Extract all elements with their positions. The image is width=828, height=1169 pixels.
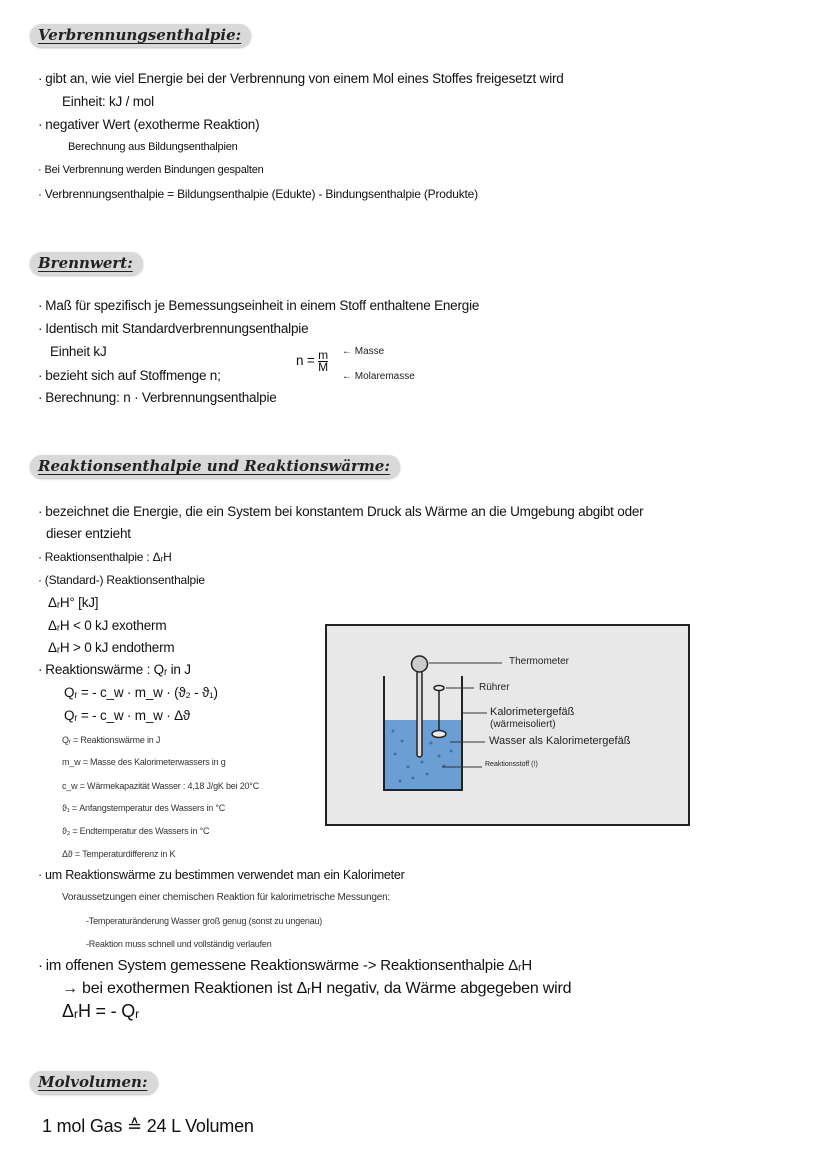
note-line: Qᵣ = Reaktionswärme in J [62,735,161,745]
note-line: · (Standard-) Reaktionsenthalpie [38,573,205,587]
note-line: c_w = Wärmekapazität Wasser : 4,18 J/gK bei 20°C [62,781,260,791]
note-line: dieser entzieht [46,526,131,541]
formula-numerator: m [318,348,328,362]
note-line: Voraussetzungen einer chemischen Reaktion für kalorimetrische Messungen: [62,892,391,903]
note-line: · gibt an, wie viel Energie bei der Verbrennung von einem Mol eines Stoffes freigesetzt wird [38,71,564,86]
water-label: Wasser als Kalorimetergefäß [489,735,631,747]
molar-mass-formula [296,350,328,373]
note-line: Δϑ = Temperaturdifferenz in K [62,849,176,859]
vessel-label: Kalorimetergefäß [490,706,575,718]
substance-label: Reaktionsstoff (!) [485,761,538,768]
thermometer-bulb [412,656,428,672]
thermometer-stem [417,671,422,757]
note-line: · Identisch mit Standardverbrennungsenthalpie [38,321,308,336]
molar-mass-note: ← Molaremasse [342,371,415,382]
note-line: · um Reaktionswärme zu bestimmen verwendet man ein Kalorimeter [38,868,405,882]
note-line: → bei exothermen Reaktionen ist ΔᵣH negativ, da Wärme abgegeben wird [62,980,572,997]
note-line: · bezeichnet die Energie, die ein System bei konstantem Druck als Wärme an die Umgebung abgibt oder [38,504,643,519]
formula-lhs: n = [296,353,315,369]
note-line: Einheit kJ [50,344,107,359]
note-line: · Reaktionswärme : Qᵣ in J [38,662,191,677]
note-line: · Maß für spezifisch je Bemessungseinheit in einem Stoff enthaltene Energie [38,298,479,313]
note-line: Qᵣ = - c_w · m_w · (ϑ₂ - ϑ₁) [64,685,218,700]
note-line: · Reaktionsenthalpie : ΔᵣH [38,550,172,564]
heading-molvolumen: Molvolumen: [30,1071,158,1094]
vessel-note: (wärmeisoliert) [490,719,556,730]
stirrer-paddle [432,731,446,738]
stirrer-label: Rührer [479,682,510,693]
note-line: ϑ₁ = Anfangstemperatur des Wassers in °C [62,803,226,813]
note-line: · Bei Verbrennung werden Bindungen gespalten [38,164,264,176]
note-line: ΔᵣH = - Qᵣ [62,1001,140,1021]
mass-note: ← Masse [342,346,385,357]
note-line: -Temperaturänderung Wasser groß genug (sonst zu ungenau) [86,916,323,926]
note-line: · Verbrennungsenthalpie = Bildungsenthalpie (Edukte) - Bindungsenthalpie (Produkte) [38,187,478,201]
note-line: · bezieht sich auf Stoffmenge n; [38,368,221,383]
note-line: ϑ₂ = Endtemperatur des Wassers in °C [62,826,210,836]
note-line: 1 mol Gas ≙ 24 L Volumen [42,1116,254,1136]
formula-denominator: M [318,360,328,374]
thermometer-label: Thermometer [509,656,570,667]
heading-reaktionsenthalpie: Reaktionsenthalpie und Reaktionswärme: [30,455,400,478]
note-line: Einheit: kJ / mol [62,94,154,109]
note-line: -Reaktion muss schnell und vollständig verlaufen [86,939,272,949]
note-line: m_w = Masse des Kalorimeterwassers in g [62,757,226,767]
note-line: Berechnung aus Bildungsenthalpien [68,141,238,153]
note-line: · Berechnung: n · Verbrennungsenthalpie [38,390,277,405]
stirrer-handle [434,686,444,691]
note-line: Qᵣ = - c_w · m_w · Δϑ [64,708,191,723]
heading-brennwert: Brennwert: [30,252,143,275]
note-line: ΔᵣH > 0 kJ endotherm [48,640,175,655]
note-line: ΔᵣH° [kJ] [48,595,99,610]
note-line: ΔᵣH < 0 kJ exotherm [48,618,167,633]
calorimeter-diagram [325,624,690,826]
note-line: · negativer Wert (exotherme Reaktion) [38,117,259,132]
heading-verbrennungsenthalpie: Verbrennungsenthalpie: [30,24,251,47]
note-line: · im offenen System gemessene Reaktionswärme -> Reaktionsenthalpie ΔᵣH [38,957,532,974]
formula-fraction [318,350,328,373]
